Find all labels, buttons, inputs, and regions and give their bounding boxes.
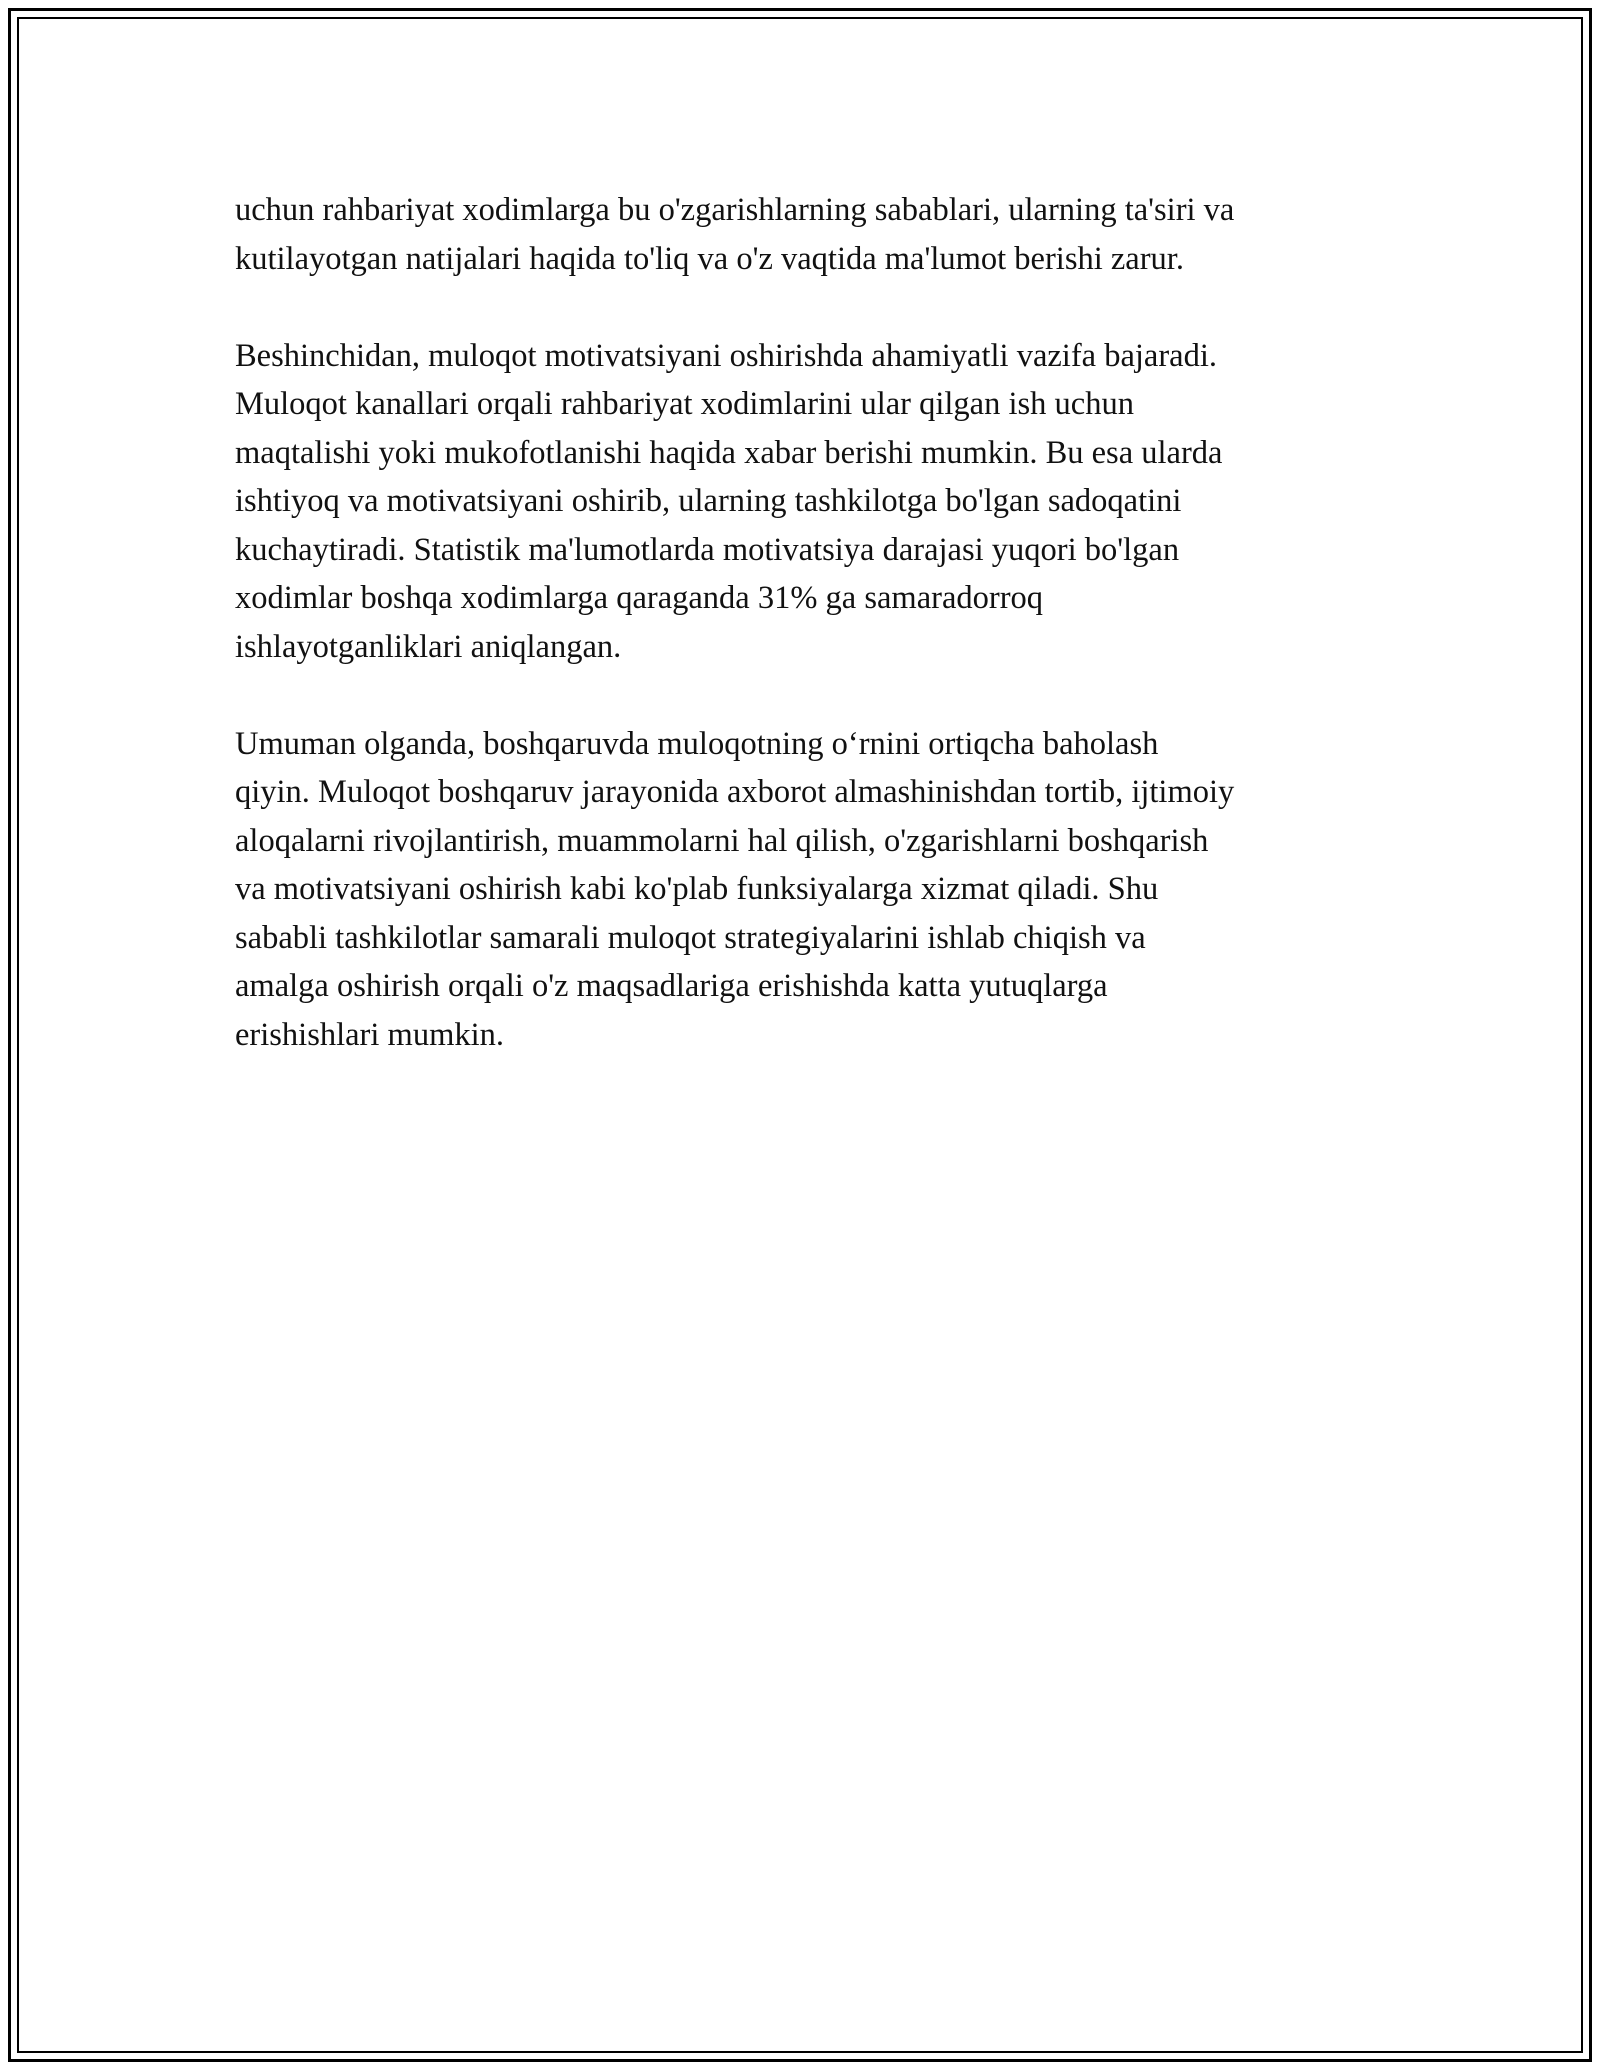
paragraph-2 bbox=[235, 332, 1395, 672]
paragraph-3 bbox=[235, 720, 1395, 1060]
text-line: ishlayotganliklari aniqlangan. bbox=[235, 628, 622, 665]
document-body bbox=[235, 186, 1395, 1108]
paragraph-1 bbox=[235, 186, 1395, 283]
text-line: Umuman olganda, boshqaruvda muloqotning o‘rnini ortiqcha baholash bbox=[235, 725, 1159, 762]
text-line: va motivatsiyani oshirish kabi ko'plab funksiyalarga xizmat qiladi. Shu bbox=[235, 871, 1159, 907]
text-line: kuchaytiradi. Statistik ma'lumotlarda motivatsiya darajasi yuqori bo'lgan bbox=[235, 531, 1180, 568]
text-line: ishtiyoq va motivatsiyani oshirib, ularning tashkilotga bo'lgan sadoqatini bbox=[235, 483, 1182, 519]
text-line: amalga oshirish orqali o'z maqsadlariga erishishda katta yutuqlarga bbox=[235, 968, 1108, 1004]
text-line: maqtalishi yoki mukofotlanishi haqida xabar berishi mumkin. Bu esa ularda bbox=[235, 434, 1223, 471]
text-line: sababli tashkilotlar samarali muloqot strategiyalarini ishlab chiqish va bbox=[235, 919, 1146, 956]
text-line: qiyin. Muloqot boshqaruv jarayonida axborot almashinishdan tortib, ijtimoiy bbox=[235, 774, 1235, 810]
text-line: aloqalarni rivojlantirish, muammolarni hal qilish, o'zgarishlarni boshqarish bbox=[235, 822, 1209, 859]
text-line: kutilayotgan natijalari haqida to'liq va o'z vaqtida ma'lumot berishi zarur. bbox=[235, 240, 1184, 277]
text-line: erishishlari mumkin. bbox=[235, 1016, 504, 1053]
text-line: xodimlar boshqa xodimlarga qaraganda 31% ga samaradorroq bbox=[235, 580, 1044, 616]
text-line: Beshinchidan, muloqot motivatsiyani oshirishda ahamiyatli vazifa bajaradi. bbox=[235, 337, 1217, 374]
text-line: uchun rahbariyat xodimlarga bu o'zgarishlarning sabablari, ularning ta'siri va bbox=[235, 192, 1235, 228]
text-line: Muloqot kanallari orqali rahbariyat xodimlarini ular qilgan ish uchun bbox=[235, 386, 1134, 422]
